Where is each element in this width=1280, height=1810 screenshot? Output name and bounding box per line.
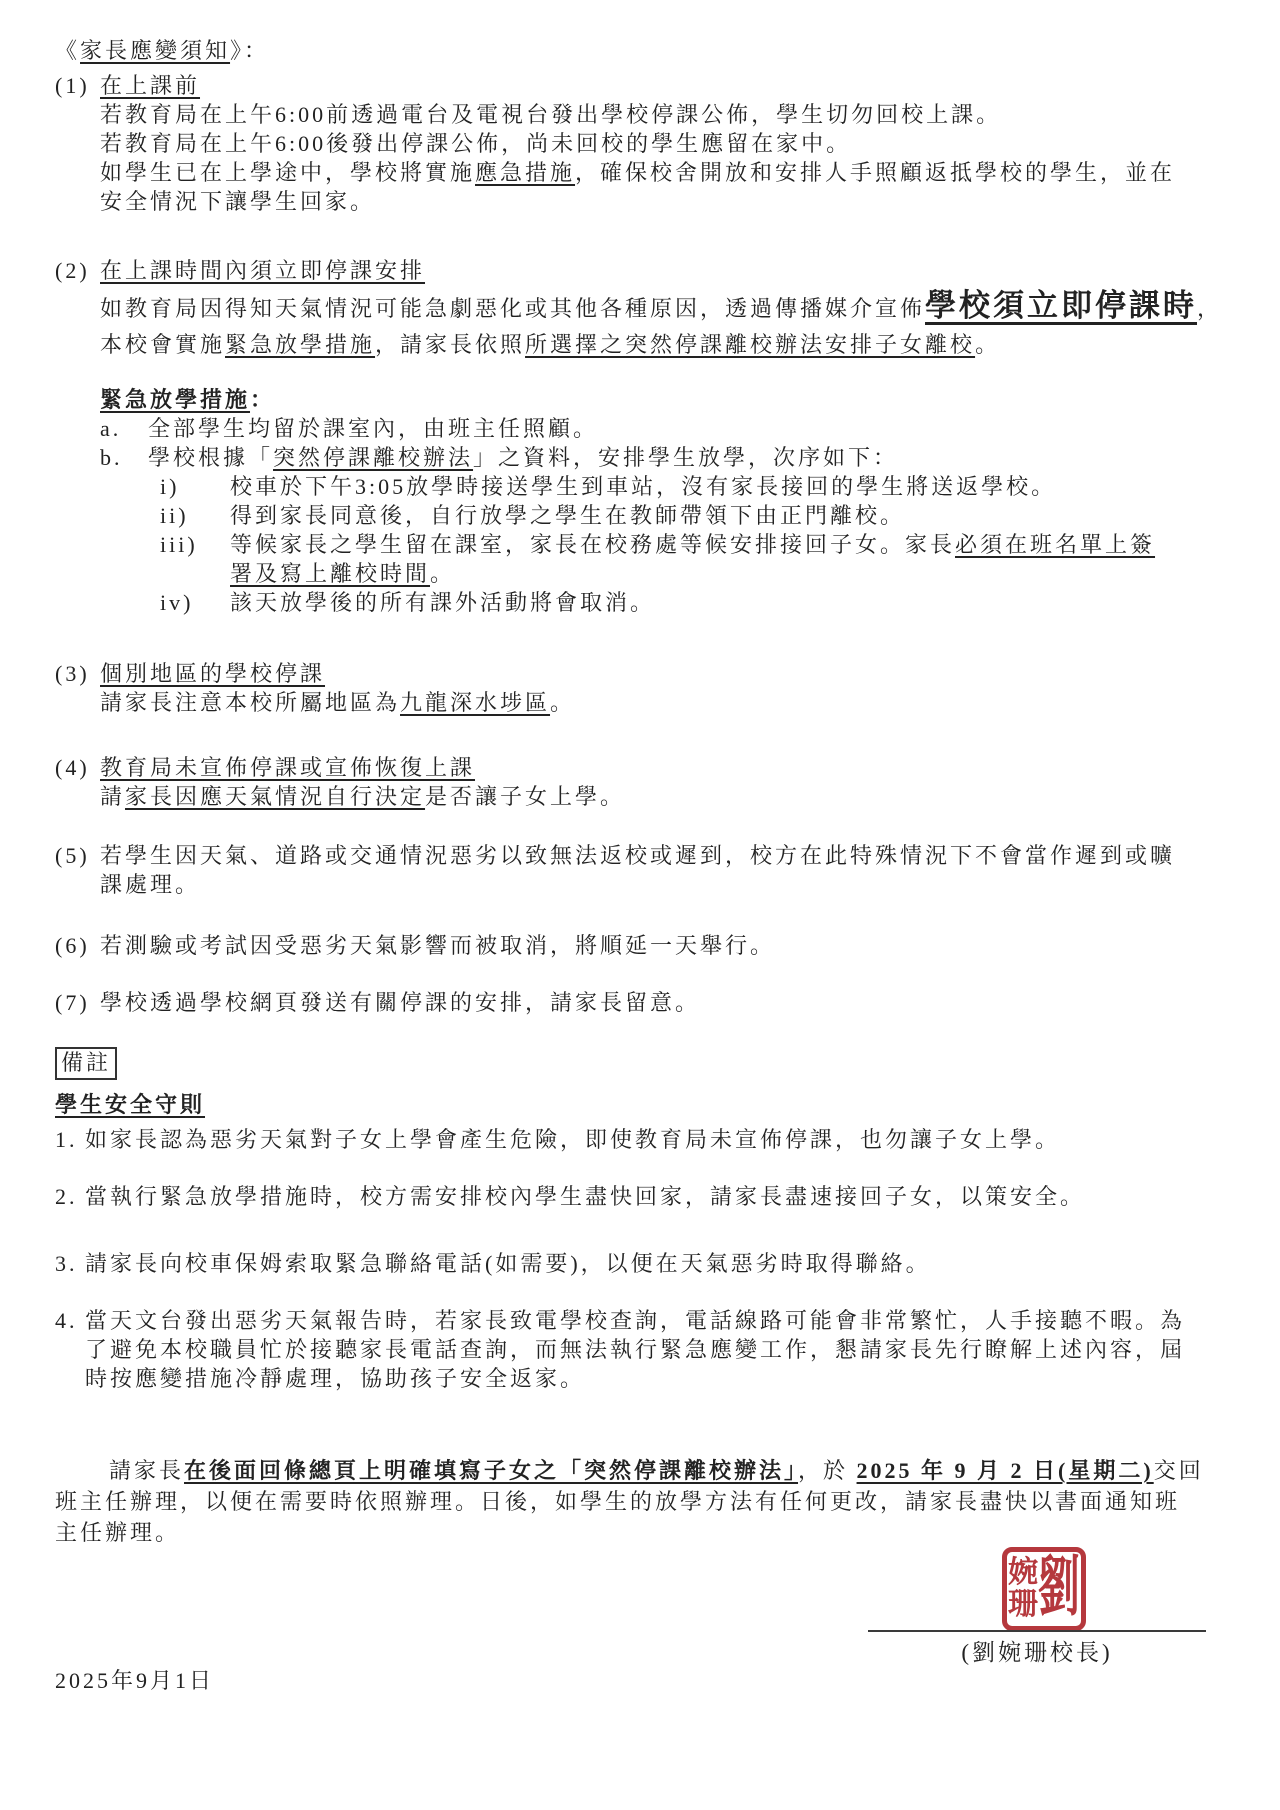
item-number: (2): [55, 258, 90, 283]
list-marker: b.: [100, 445, 123, 470]
paragraph-line: 了避免本校職員忙於接聽家長電話查詢，而無法執行緊急應變工作，懇請家長先行瞭解上述內容，屆: [85, 1337, 1186, 1362]
paragraph-line: 等候家長之學生留在課室，家長在校務處等候安排接回子女。家長必須在班名單上簽: [230, 532, 1156, 557]
roman-iii: [160, 530, 1235, 588]
item-4: [55, 753, 1235, 811]
paragraph-line: 請家長在後面回條總頁上明確填寫子女之「突然停課離校辦法」，於 2025 年 9 月 2 日(星期二)交回: [109, 1458, 1204, 1483]
list-marker: 3.: [55, 1251, 78, 1276]
notice-title: [55, 36, 1235, 65]
paragraph-line: 當天文台發出惡劣天氣報告時，若家長致電學校查詢，電話線路可能會非常繁忙，人手接聽不暇。為: [85, 1308, 1186, 1333]
item-number: (3): [55, 661, 90, 686]
seal-char: 劉: [1037, 1553, 1080, 1625]
closing-paragraph: [55, 1455, 1235, 1548]
safety-heading: 學生安全守則: [55, 1092, 206, 1117]
list-marker: i): [160, 474, 180, 499]
item-1-heading: 在上課前: [100, 73, 201, 98]
item-number: (1): [55, 73, 90, 98]
must-suspend-highlight: 學校須立即停課時: [925, 288, 1198, 323]
paragraph-line: 全部學生均留於課室內，由班主任照顧。: [148, 416, 599, 441]
item-number: (5): [55, 843, 90, 868]
list-marker: 2.: [55, 1184, 78, 1209]
paragraph-line: 請家長向校車保姆索取緊急聯絡電話(如需要)，以便在天氣惡劣時取得聯絡。: [85, 1251, 931, 1276]
roman-i: [160, 472, 1235, 501]
item-1: [55, 71, 1235, 216]
paragraph-line: 若教育局在上午6:00前透過電台及電視台發出學校停課公佈，學生切勿回校上課。: [100, 102, 1002, 127]
item-3-heading: 個別地區的學校停課: [100, 661, 326, 686]
paragraph-line: 得到家長同意後，自行放學之學生在教師帶領下由正門離校。: [230, 503, 906, 528]
due-date: 2025 年 9 月 2 日(星期二): [856, 1458, 1154, 1483]
principal-seal: [1002, 1547, 1086, 1631]
item-2: [55, 256, 1235, 359]
item-4-heading: 教育局未宣佈停課或宣佈恢復上課: [100, 755, 476, 780]
emergency-dismissal-section: [100, 385, 1235, 617]
list-marker: iii): [160, 532, 198, 557]
paragraph-line: 本校會實施緊急放學措施，請家長依照所選擇之突然停課離校辦法安排子女離校。: [100, 332, 1001, 357]
item-number: (7): [55, 990, 90, 1015]
list-marker: iv): [160, 590, 194, 615]
paragraph-line: 該天放學後的所有課外活動將會取消。: [230, 590, 656, 615]
paragraph-line: 學校透過學校網頁發送有關停課的安排，請家長留意。: [100, 990, 701, 1015]
seal-char: 珊: [1007, 1588, 1038, 1621]
emergency-heading: 緊急放學措施：: [100, 387, 276, 412]
principal-name: (劉婉珊校長): [961, 1640, 1113, 1665]
paragraph-line: 班主任辦理，以便在需要時依照辦理。日後，如學生的放學方法有任何更改，請家長盡快以書面通知班: [55, 1489, 1181, 1514]
notice-date: 2025年9月1日: [55, 1668, 215, 1693]
title-text: 家長應變須知: [80, 38, 231, 63]
paragraph-line: 當執行緊急放學措施時，校方需安排校內學生盡快回家，請家長盡速接回子女，以策安全。: [85, 1184, 1086, 1209]
paragraph-line: 如教育局因得知天氣情況可能急劇惡化或其他各種原因，透過傳播媒介宣佈學校須立即停課時，: [100, 288, 1223, 323]
signature-line: [868, 1630, 1206, 1632]
roman-ii: [160, 501, 1235, 530]
roman-iv: [160, 588, 1235, 617]
title-bracket-close: 》：: [230, 38, 270, 63]
paragraph-line: 主任辦理。: [55, 1520, 181, 1545]
remark-box: 備註: [55, 1047, 117, 1080]
list-marker: a.: [100, 416, 122, 441]
list-b: [100, 443, 1235, 472]
item-6: [55, 931, 1235, 960]
paragraph-line: 課處理。: [100, 872, 201, 897]
paragraph-line: 時按應變措施冷靜處理，協助孩子安全返家。: [85, 1366, 586, 1391]
paragraph-line: 如學生已在上學途中，學校將實施應急措施，確保校舍開放和安排人手照顧返抵學校的學生，並在: [100, 160, 1176, 185]
seal-char: 婉: [1007, 1556, 1038, 1589]
paragraph-line: 若測驗或考試因受惡劣天氣影響而被取消，將順延一天舉行。: [100, 933, 776, 958]
item-number: (6): [55, 933, 90, 958]
item-number: (4): [55, 755, 90, 780]
safety-rule-2: [55, 1182, 1235, 1211]
reply-slip-instruction: 在後面回條總頁上明確填寫子女之「突然停課離校辦法」: [184, 1458, 799, 1483]
paragraph-line: 若教育局在上午6:00後發出停課公佈，尚未回校的學生應留在家中。: [100, 131, 852, 156]
paragraph-line: 署及寫上離校時間。: [230, 561, 456, 586]
list-marker: 1.: [55, 1127, 78, 1152]
list-a: [100, 414, 1235, 443]
paragraph-line: 如家長認為惡劣天氣對子女上學會產生危險，即使教育局未宣佈停課，也勿讓子女上學。: [85, 1127, 1061, 1152]
paragraph-line: 校車於下午3:05放學時接送學生到車站，沒有家長接回的學生將送返學校。: [230, 474, 1057, 499]
paragraph-line: 若學生因天氣、道路或交通情況惡劣以致無法返校或遲到，校方在此特殊情況下不會當作遲到或曠: [100, 843, 1176, 868]
item-7: [55, 988, 1235, 1017]
paragraph-line: 請家長因應天氣情況自行決定是否讓子女上學。: [100, 784, 626, 809]
safety-rule-3: [55, 1249, 1235, 1278]
item-5: [55, 841, 1235, 899]
safety-rule-1: [55, 1125, 1235, 1154]
safety-rule-4: [55, 1306, 1235, 1393]
list-marker: 4.: [55, 1308, 78, 1333]
paragraph-line: 學校根據「突然停課離校辦法」之資料，安排學生放學，次序如下：: [148, 445, 899, 470]
paragraph-line: 請家長注意本校所屬地區為九龍深水埗區。: [100, 690, 576, 715]
list-marker: ii): [160, 503, 189, 528]
item-3: [55, 659, 1235, 717]
paragraph-line: 安全情況下讓學生回家。: [100, 189, 376, 214]
title-bracket-open: 《: [55, 38, 81, 63]
item-2-heading: 在上課時間內須立即停課安排: [100, 258, 426, 283]
